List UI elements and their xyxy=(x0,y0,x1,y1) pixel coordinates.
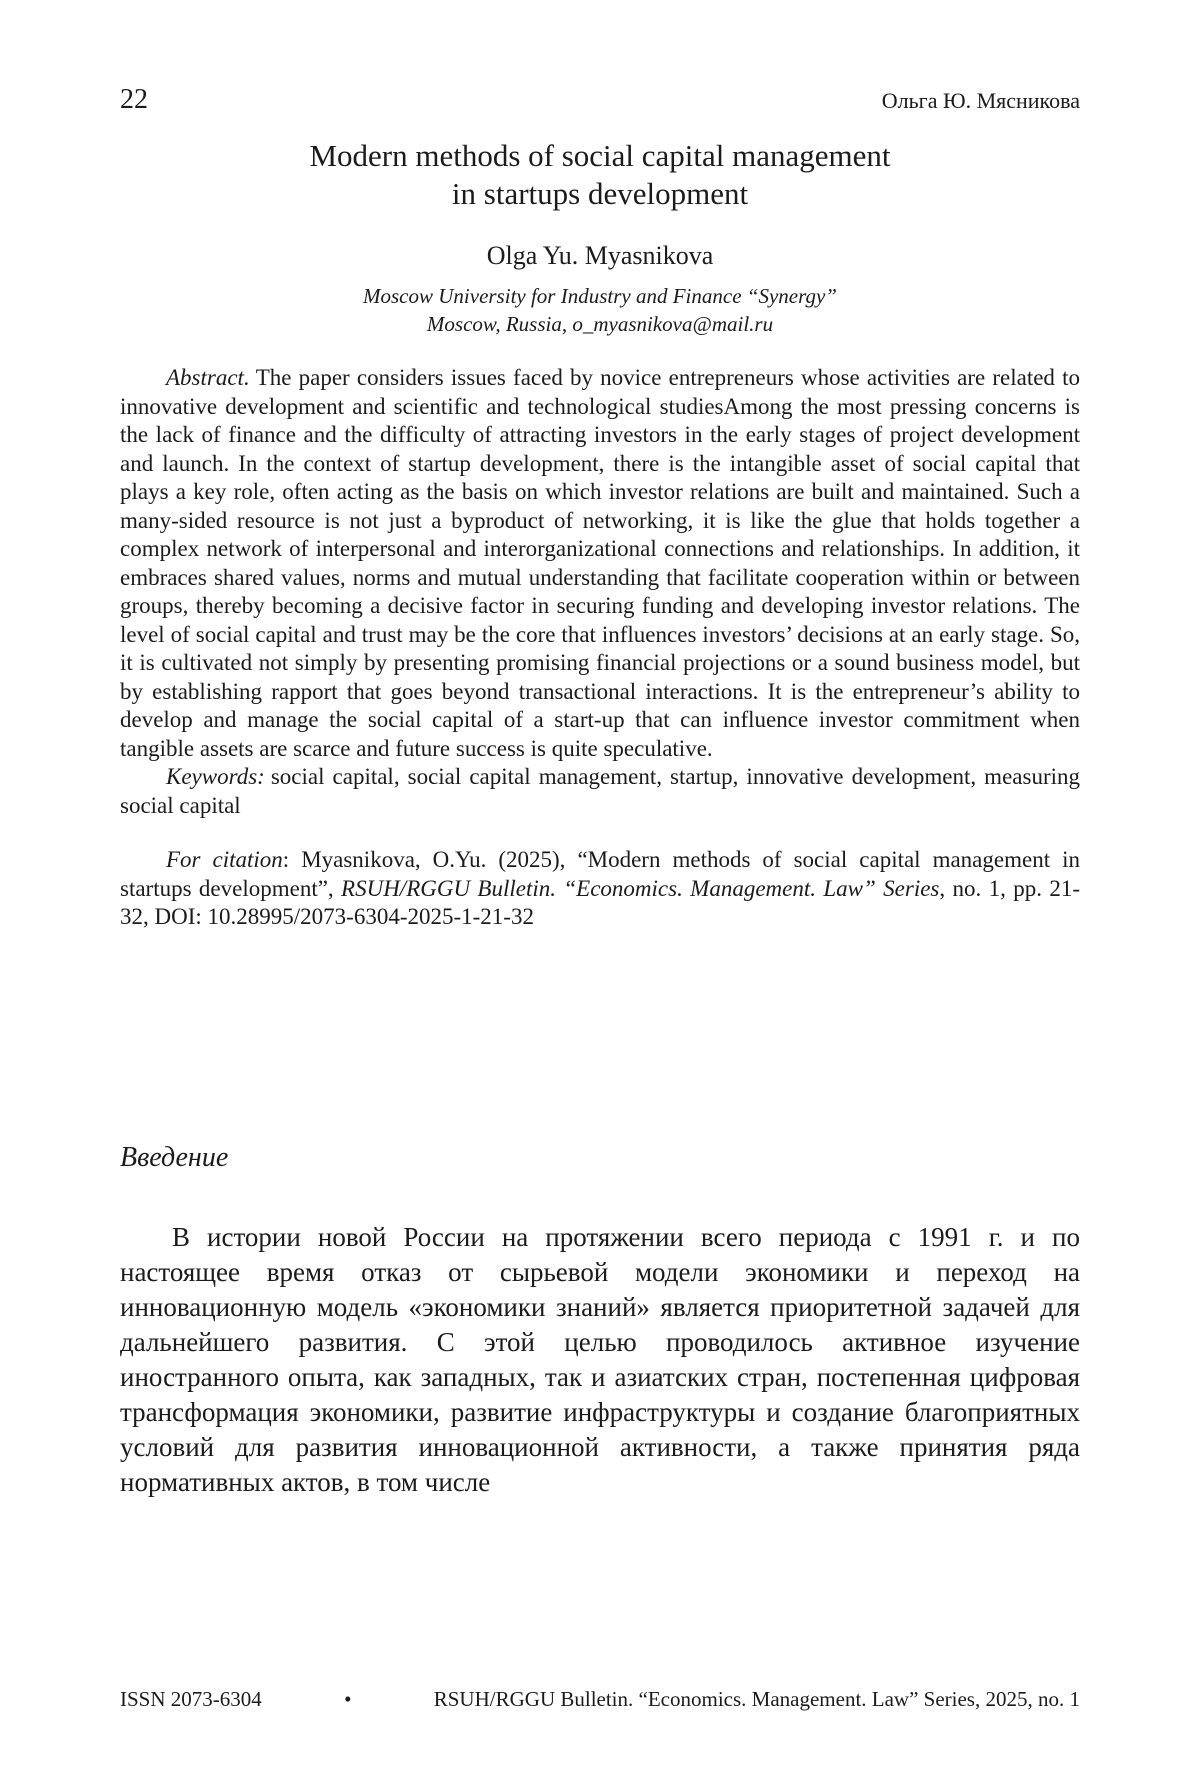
introduction-paragraph: В истории новой России на протяжении всего периода с 1991 г. и по настоящее время отказ от сырьевой модели экономики и переход на инновационную модель «экономики знаний» является приоритетной задачей для дальнейшего развития. С этой целью проводилось активное изучение иностранного опыта, как западных, так и азиатских стран, постепенная цифровая трансформация экономики, развитие инфраструктуры и создание благоприятных условий для развития инновационной активности, а также принятия ряда нормативных актов, в том числе xyxy=(120,1221,1080,1497)
article-title-line1: Modern methods of social capital management xyxy=(309,138,891,173)
footer-bullet: • xyxy=(344,1687,352,1711)
page-footer xyxy=(120,1686,1080,1712)
section-heading-introduction: Введение xyxy=(120,1141,229,1173)
keywords-paragraph xyxy=(120,763,1080,820)
article-title xyxy=(120,137,1080,213)
affiliation-line2: Moscow, Russia, o_myasnikova@mail.ru xyxy=(426,312,774,336)
citation-journal: RSUH/RGGU Bulletin. “Economics. Management. Law” Series xyxy=(341,875,940,901)
abstract-text: The paper considers issues faced by novice entrepreneurs whose activities are related to innovative development and scientific and technological studiesAmong the most pressing concerns is the lack of finance and the difficulty of attracting investors in the early stages of project development and launch. In the context of startup development, there is the intangible asset of social capital that plays a key role, often acting as the basis on which investor relations are built and maintained. Such a many-sided resource is not just a byproduct of networking, it is like the glue that holds together a complex network of interpersonal and interorganizational connections and relationships. In addition, it embraces shared values, norms and mutual understanding that facilitate cooperation within or between groups, thereby becoming a decisive factor in securing funding and developing investor relations. The level of social capital and trust may be the core that influences investors’ decisions at an early stage. So, it is cultivated not simply by presenting promising financial projections or a sound business model, but by establishing rapport that goes beyond transactional interactions. It is the entrepreneur’s ability to develop and manage the social capital of a start-up that can influence investor commitment when tangible assets are scarce and future success is quite speculative. xyxy=(120,365,1080,761)
page-number: 22 xyxy=(120,84,148,115)
page-header xyxy=(120,84,1080,117)
author-affiliation xyxy=(120,282,1080,338)
author-name: Olga Yu. Myasnikova xyxy=(486,241,714,270)
footer-issn: ISSN 2073-6304 xyxy=(120,1687,262,1711)
citation-part1: : Myasnikova, O.Yu. (2025), “Modern methods of social capital management in startups development”, xyxy=(120,847,1080,901)
keywords-label: Keywords: xyxy=(166,764,265,789)
abstract-label: Abstract. xyxy=(166,365,250,390)
citation-label: For citation xyxy=(166,847,283,872)
citation-paragraph xyxy=(120,846,1080,932)
article-title-line2: in startups development xyxy=(451,176,749,211)
running-head-author: Ольга Ю. Мясникова xyxy=(881,88,1080,113)
affiliation-line1: Moscow University for Industry and Finance “Synergy” xyxy=(363,284,837,308)
abstract-block xyxy=(120,364,1080,820)
footer-journal-line: RSUH/RGGU Bulletin. “Economics. Management. Law” Series, 2025, no. 1 xyxy=(433,1687,1080,1711)
keywords-text: social capital, social capital management, startup, innovative development, measuring social capital xyxy=(120,764,1080,818)
citation-part2: , no. 1, pp. 21-32, DOI: 10.28995/2073-6304-2025-1-21-32 xyxy=(120,875,1080,929)
abstract-paragraph xyxy=(120,364,1080,763)
